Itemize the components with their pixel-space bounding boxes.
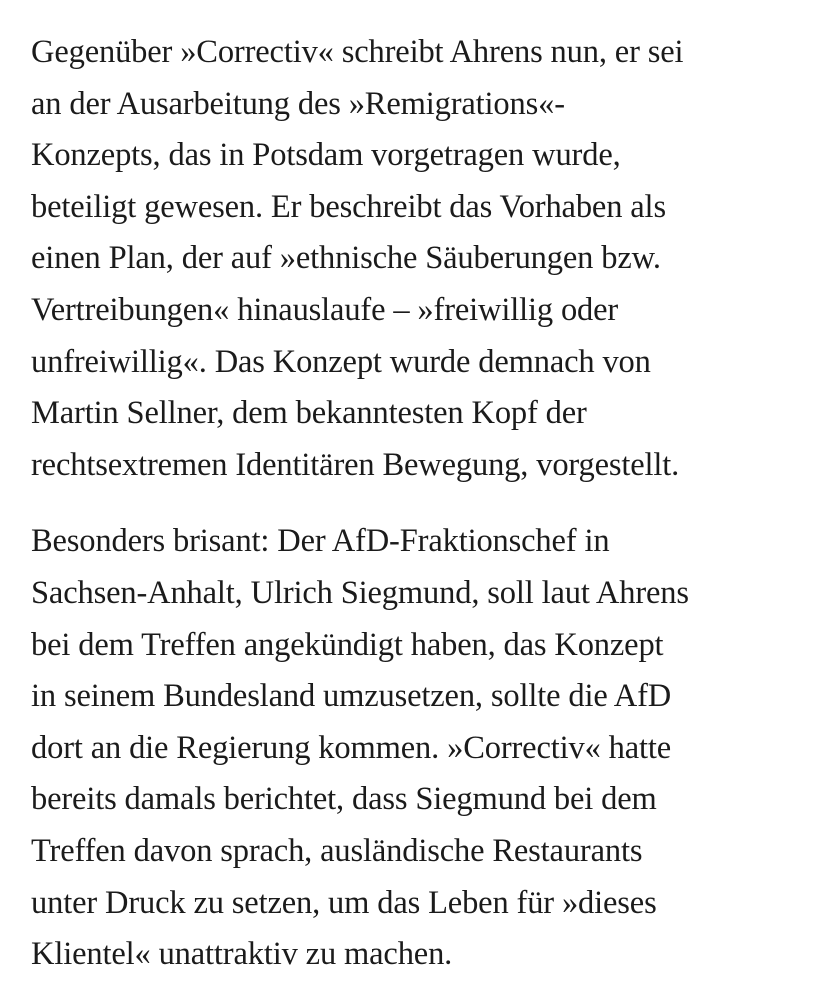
text-line: in seinem Bundesland umzusetzen, sollte die AfD xyxy=(31,678,672,715)
text-line: Konzepts, das in Potsdam vorgetragen wurde, xyxy=(31,137,621,174)
text-line: Vertreibungen« hinauslaufe – »freiwillig oder xyxy=(31,291,619,328)
text-line: einen Plan, der auf »ethnische Säuberungen bzw. xyxy=(31,240,661,277)
text-line: an der Ausarbeitung des »Remigrations«- xyxy=(31,85,565,122)
text-line: Sachsen-Anhalt, Ulrich Siegmund, soll laut Ahrens xyxy=(31,574,689,611)
paragraph-remigration-concept xyxy=(31,27,801,491)
paragraph-siegmund-statement xyxy=(31,516,801,980)
text-line: Treffen davon sprach, ausländische Restaurants xyxy=(31,832,643,869)
article-body xyxy=(31,27,801,981)
text-line: rechtsextremen Identitären Bewegung, vorgestellt. xyxy=(31,446,680,483)
text-line: dort an die Regierung kommen. »Correctiv« hatte xyxy=(31,729,672,766)
text-line: Klientel« unattraktiv zu machen. xyxy=(31,936,453,973)
text-line: unter Druck zu setzen, um das Leben für »dieses xyxy=(31,884,657,921)
text-line: bereits damals berichtet, dass Siegmund bei dem xyxy=(31,781,657,818)
text-line: unfreiwillig«. Das Konzept wurde demnach von xyxy=(31,343,651,380)
text-line: Gegenüber »Correctiv« schreibt Ahrens nun, er sei xyxy=(31,34,684,70)
text-line: Martin Sellner, dem bekanntesten Kopf der xyxy=(31,395,587,432)
text-line: Besonders brisant: Der AfD-Fraktionschef in xyxy=(31,523,610,560)
text-line: bei dem Treffen angekündigt haben, das Konzept xyxy=(31,626,664,663)
text-line: beteiligt gewesen. Er beschreibt das Vorhaben als xyxy=(31,188,666,225)
